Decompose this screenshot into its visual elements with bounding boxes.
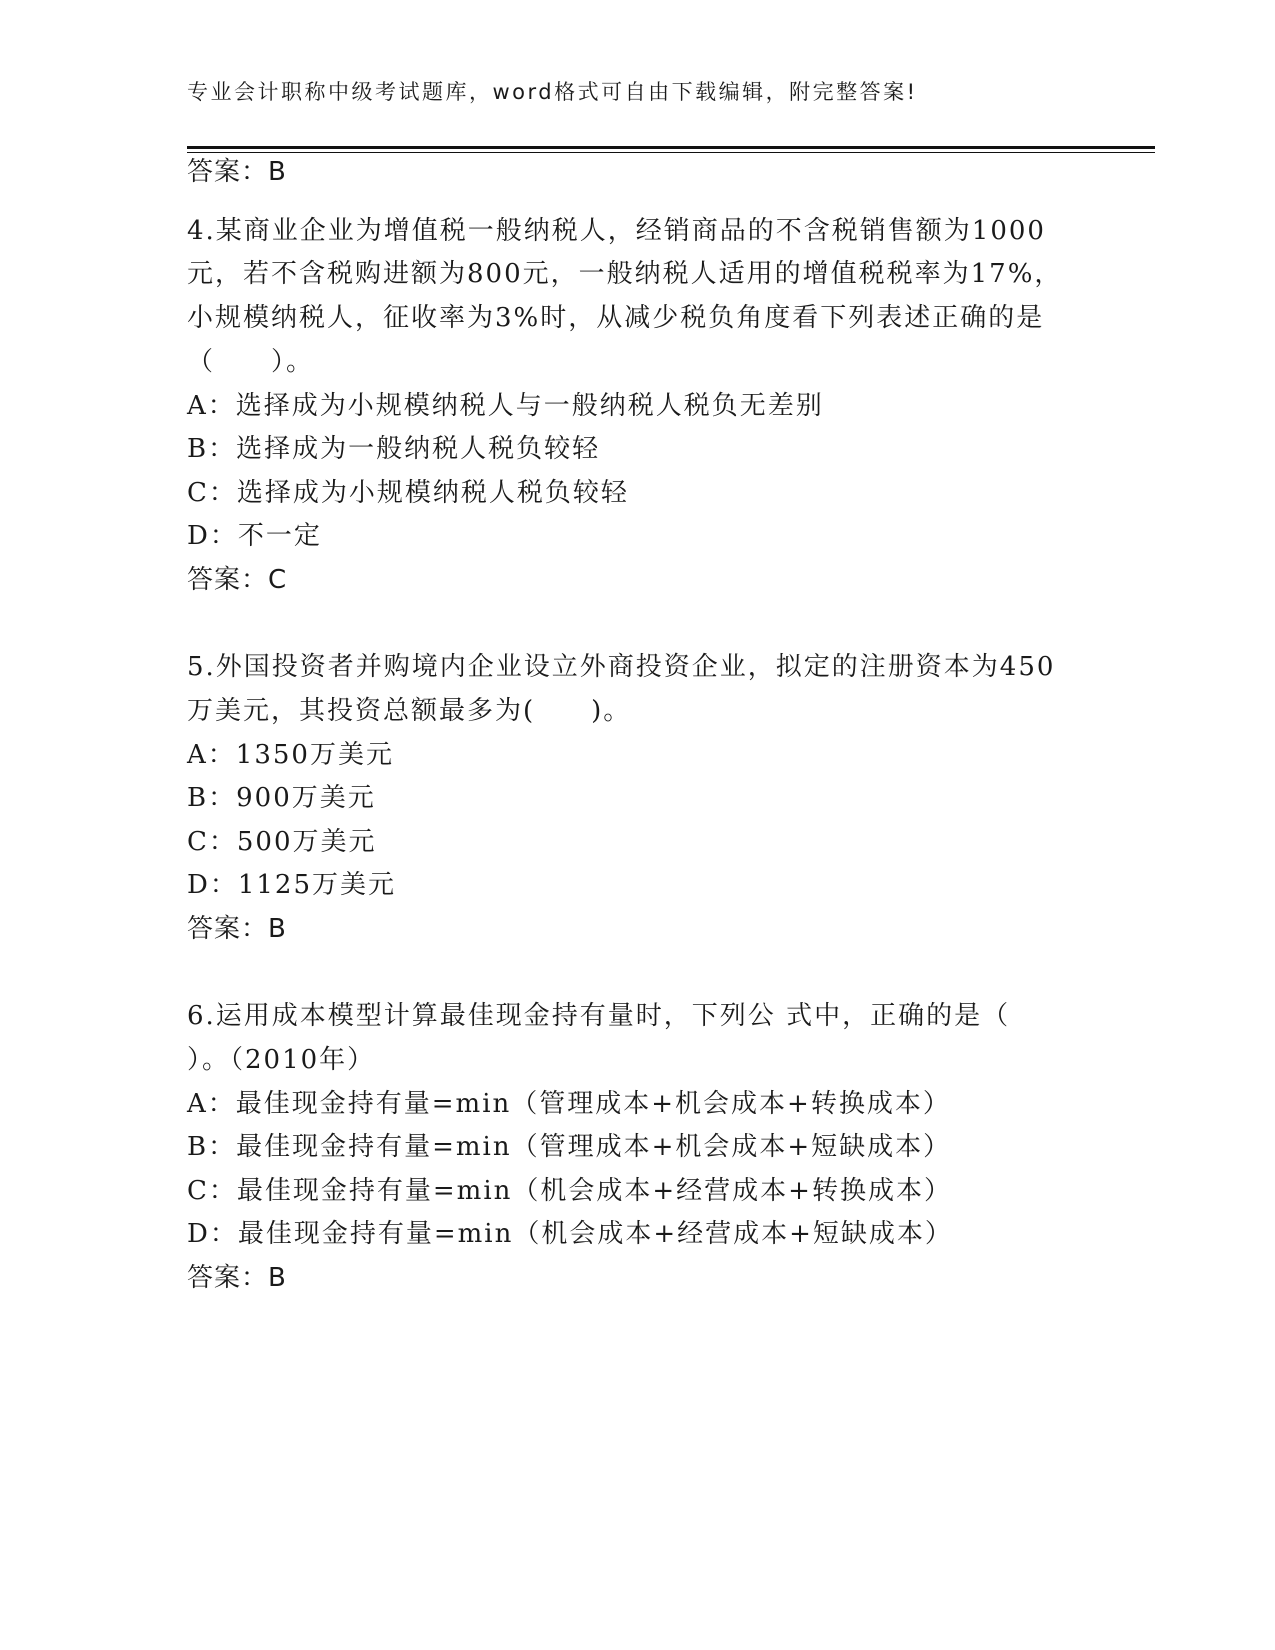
header-rule-thin [187,152,1155,153]
header-rule-thick [187,146,1155,149]
question-5-answer: 答案：B [187,914,287,944]
page-header: 专业会计职称中级考试题库，word格式可自由下载编辑，附完整答案! [187,80,918,104]
question-4-option-b: B：选择成为一般纳税人税负较轻 [187,434,601,464]
question-4-line-2: 元，若不含税购进额为800元，一般纳税人适用的增值税税率为17%， [187,259,1063,289]
question-6-answer: 答案：B [187,1263,287,1293]
question-6-option-d: D：最佳现金持有量=min（机会成本+经营成本+短缺成本） [187,1219,953,1249]
question-6-option-c: C：最佳现金持有量=min（机会成本+经营成本+转换成本） [187,1176,952,1206]
question-6-option-a: A：最佳现金持有量=min（管理成本+机会成本+转换成本） [187,1089,951,1119]
question-4-line-4: （ ）。 [187,347,315,377]
question-5-option-a: A：1350万美元 [187,740,394,770]
question-6-line-2: ）。（2010年） [187,1045,376,1075]
question-5-option-d: D：1125万美元 [187,870,397,900]
question-4-option-c: C：选择成为小规模纳税人税负较轻 [187,478,629,508]
question-5-option-b: B：900万美元 [187,783,376,813]
question-6-option-b: B：最佳现金持有量=min（管理成本+机会成本+短缺成本） [187,1132,952,1162]
question-4-option-d: D：不一定 [187,521,322,551]
question-5-option-c: C：500万美元 [187,827,377,857]
question-4-line-3: 小规模纳税人，征收率为3%时，从减少税负角度看下列表述正确的是 [187,303,1045,333]
question-4-option-a: A：选择成为小规模纳税人与一般纳税人税负无差别 [187,391,824,421]
question-4-answer: 答案：C [187,565,288,595]
question-5-line-1: 5.外国投资者并购境内企业设立外商投资企业，拟定的注册资本为450 [187,652,1056,682]
question-4-line-1: 4.某商业企业为增值税一般纳税人，经销商品的不含税销售额为1000 [187,216,1046,246]
question-6-line-1: 6.运用成本模型计算最佳现金持有量时，下列公 式中，正确的是（ [187,1001,1011,1031]
question-5-line-2: 万美元，其投资总额最多为( )。 [187,696,632,726]
previous-answer: 答案：B [187,157,287,187]
